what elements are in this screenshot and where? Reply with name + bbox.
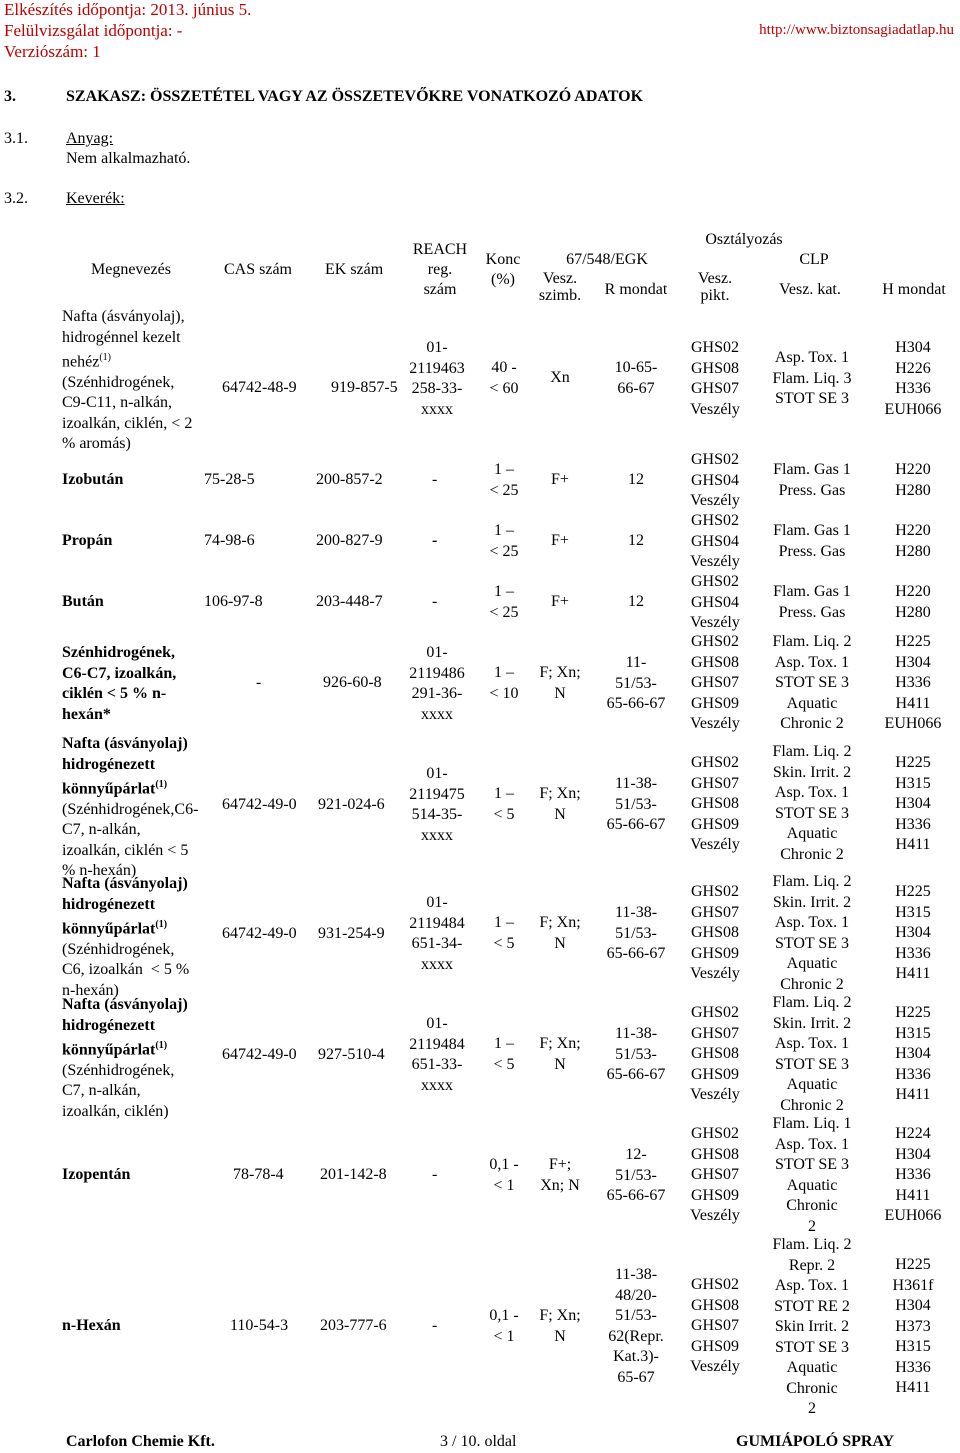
hazard-category: Flam. Liq. 2 Skin. Irrit. 2 Asp. Tox. 1 STOT SE 3 Aquatic Chronic 2 [772,743,852,863]
hazard-symbol: F+ [551,532,569,549]
r-phrases: 12 [628,593,644,610]
r-phrases: 11-38- 51/53- 65-66-67 [606,1025,666,1083]
hazard-category: Flam. Liq. 2 Skin. Irrit. 2 Asp. Tox. 1 STOT SE 3 Aquatic Chronic 2 [772,873,852,993]
r-phrases: 11-38- 48/20- 51/53- 62(Repr. Kat.3)- 65-67 [608,1266,664,1386]
reach-number: - [432,1166,438,1183]
concentration: 1 – < 5 [493,785,515,823]
h-phrases: H225 H315 H304 H336 H411 [895,1004,931,1103]
ek-number: 203-777-6 [320,1317,387,1334]
ek-number: 921-024-6 [318,796,385,813]
hazard-category: Flam. Liq. 2 Skin. Irrit. 2 Asp. Tox. 1 STOT SE 3 Aquatic Chronic 2 [772,994,852,1114]
ek-number: 931-254-9 [318,925,385,942]
ek-number: 200-827-9 [316,532,383,549]
footer-company: Carlofon Chemie Kft. [66,1433,215,1450]
reach-number: 01- 2119484 651-33- xxxx [409,1015,465,1094]
pictograms: GHS02 GHS08 GHS07 GHS09 Veszély [690,1125,740,1224]
component-name: Nafta (ásványolaj), hidrogénnel kezelt nehéz$^{(1)}$ (Szénhidrogének, C9-C11, n-alkán, izoalkán, ciklén, < 2 % aromás) [62,308,193,453]
ek-number: 200-857-2 [316,471,383,488]
r-phrases: 11- 51/53- 65-66-67 [606,654,666,712]
component-name: Szénhidrogének, C6-C7, izoalkán, ciklén < 5 % n- hexán* [62,644,177,723]
hazard-category: Flam. Liq. 1 Asp. Tox. 1 STOT SE 3 Aquatic Chronic 2 [772,1115,852,1235]
header-vesz-kat: Vesz. kat. [779,281,841,298]
component-name: Propán [62,532,113,549]
component-name: Izopentán [62,1166,131,1183]
reach-number: - [432,532,438,549]
header-konc: Konc (%) [485,251,521,288]
concentration: 1 – < 25 [489,461,519,499]
pictograms: GHS02 GHS04 Veszély [690,573,740,631]
concentration: 0,1 - < 1 [489,1156,519,1194]
cas-number: 75-28-5 [204,471,255,488]
h-phrases: H225 H315 H304 H336 H411 [895,754,931,853]
review-date: Felülvizsgálat időpontja: - [4,21,183,40]
cas-number: - [256,674,262,691]
concentration: 1 – < 25 [489,522,519,560]
header-clp: CLP [799,251,829,268]
cas-number: 106-97-8 [204,593,263,610]
concentration: 1 – < 25 [489,583,519,621]
r-phrases: 11-38- 51/53- 65-66-67 [606,904,666,962]
reach-number: 01- 2119475 514-35- xxxx [409,765,465,844]
subsection-1-number: 3.1. [4,130,28,147]
header-cas: CAS szám [224,261,292,278]
hazard-symbol: F; Xn; N [539,1035,581,1073]
ek-number: 203-448-7 [316,593,383,610]
r-phrases: 11-38- 51/53- 65-66-67 [606,775,666,833]
component-name: n-Hexán [62,1317,121,1334]
header-r-mondat: R mondat [604,281,668,298]
r-phrases: 12- 51/53- 65-66-67 [606,1146,666,1204]
hazard-symbol: F+ [551,593,569,610]
subsection-1-text: Nem alkalmazható. [66,150,191,167]
hazard-symbol: F+ [551,471,569,488]
pictograms: GHS02 GHS07 GHS08 GHS09 Veszély [690,1004,740,1103]
h-phrases: H220 H280 [895,461,931,499]
created-date: Elkészítés időpontja: 2013. június 5. [4,0,252,19]
cas-number: 64742-48-9 [222,379,297,396]
component-name: Bután [62,593,104,610]
reach-number: 01- 2119484 651-34- xxxx [409,894,465,973]
concentration: 1 – < 5 [493,914,515,952]
h-phrases: H220 H280 [895,583,931,621]
subsection-2-title: Keverék: [66,190,125,207]
hazard-symbol: F; Xn; N [539,664,581,702]
pictograms: GHS02 GHS08 GHS07 GHS09 Veszély [690,633,740,732]
pictograms: GHS02 GHS08 GHS07 Veszély [690,339,740,418]
header-name: Megnevezés [91,261,171,278]
reach-number: - [432,471,438,488]
cas-number: 110-54-3 [230,1317,289,1334]
h-phrases: H224 H304 H336 H411 EUH066 [884,1125,942,1224]
hazard-category: Flam. Liq. 2 Asp. Tox. 1 STOT SE 3 Aquatic Chronic 2 [772,633,852,732]
component-name: Izobután [62,471,124,488]
reach-number: 01- 2119463 258-33- xxxx [409,339,465,418]
h-phrases: H225 H361f H304 H373 H315 H336 H411 [892,1256,934,1396]
concentration: 1 – < 5 [493,1035,515,1073]
hazard-category: Flam. Gas 1 Press. Gas [773,461,851,499]
h-phrases: H225 H315 H304 H336 H411 [895,883,931,982]
header-osztalyozas: Osztályozás [705,231,783,248]
ek-number: 926-60-8 [323,674,382,691]
hazard-symbol: F; Xn; N [539,914,581,952]
ek-number: 201-142-8 [320,1166,387,1183]
header-vesz-pikt: Vesz. pikt. [697,270,733,304]
cas-number: 74-98-6 [204,532,255,549]
hazard-category: Flam. Liq. 2 Repr. 2 Asp. Tox. 1 STOT RE 2 Skin Irrit. 2 STOT SE 3 Aquatic Chronic 2 [772,1236,852,1417]
hazard-symbol: F; Xn; N [539,1307,581,1345]
cas-number: 78-78-4 [233,1166,284,1183]
concentration: 1 – < 10 [489,664,519,702]
hazard-category: Flam. Gas 1 Press. Gas [773,522,851,560]
header-dsd: 67/548/EGK [566,251,648,268]
header-vesz-szimb: Vesz. szimb. [538,270,582,304]
subsection-1-title: Anyag: [66,130,114,147]
ek-number: 919-857-5 [331,379,398,396]
section-title: SZAKASZ: ÖSSZETÉTEL VAGY AZ ÖSSZETEVŐKRE VONATKOZÓ ADATOK [66,88,644,105]
component-name: Nafta (ásványolaj) hidrogénezett könnyűpárlat$^{(1)}$ (Szénhidrogének, C7, n-alkán, izoalkán, ciklén) [62,996,188,1120]
section-number: 3. [4,88,16,105]
subsection-2-number: 3.2. [4,190,28,207]
hazard-symbol: F+; Xn; N [540,1156,580,1194]
pictograms: GHS02 GHS04 Veszély [690,512,740,570]
r-phrases: 10-65- 66-67 [614,359,658,397]
pictograms: GHS02 GHS07 GHS08 GHS09 Veszély [690,754,740,853]
footer-product: GUMIÁPOLÓ SPRAY [736,1433,895,1450]
hazard-symbol: F; Xn; N [539,785,581,823]
hazard-symbol: Xn [550,369,570,386]
header-ek: EK szám [325,261,384,278]
pictograms: GHS02 GHS07 GHS08 GHS09 Veszély [690,883,740,982]
component-name: Nafta (ásványolaj) hidrogénezett könnyűpárlat$^{(1)}$ (Szénhidrogének, C6, izoalkán < 5 % n-hexán) [62,875,190,999]
concentration: 0,1 - < 1 [489,1307,519,1345]
ek-number: 927-510-4 [318,1046,385,1063]
website-link[interactable]: http://www.biztonsagiadatlap.hu [759,22,954,38]
h-phrases: H225 H304 H336 H411 EUH066 [884,633,942,732]
concentration: 40 - < 60 [489,359,519,397]
pictograms: GHS02 GHS08 GHS07 GHS09 Veszély [690,1276,740,1375]
h-phrases: H220 H280 [895,522,931,560]
hazard-category: Flam. Gas 1 Press. Gas [773,583,851,621]
cas-number: 64742-49-0 [222,796,297,813]
r-phrases: 12 [628,532,644,549]
header-h-mondat: H mondat [882,281,946,298]
component-name: Nafta (ásványolaj) hidrogénezett könnyűpárlat$^{(1)}$ (Szénhidrogének,C6- C7, n-alkán, izoalkán, ciklén < 5 % n-hexán) [62,735,199,880]
hazard-category: Asp. Tox. 1 Flam. Liq. 3 STOT SE 3 [772,349,852,407]
header-reach: REACH reg. szám [412,241,468,298]
reach-number: - [432,1317,438,1334]
footer-page: 3 / 10. oldal [440,1433,517,1450]
r-phrases: 12 [628,471,644,488]
pictograms: GHS02 GHS04 Veszély [690,451,740,509]
cas-number: 64742-49-0 [222,925,297,942]
version-number: Verziószám: 1 [4,42,101,61]
h-phrases: H304 H226 H336 EUH066 [884,339,942,418]
reach-number: - [432,593,438,610]
reach-number: 01- 2119486 291-36- xxxx [409,644,465,723]
cas-number: 64742-49-0 [222,1046,297,1063]
